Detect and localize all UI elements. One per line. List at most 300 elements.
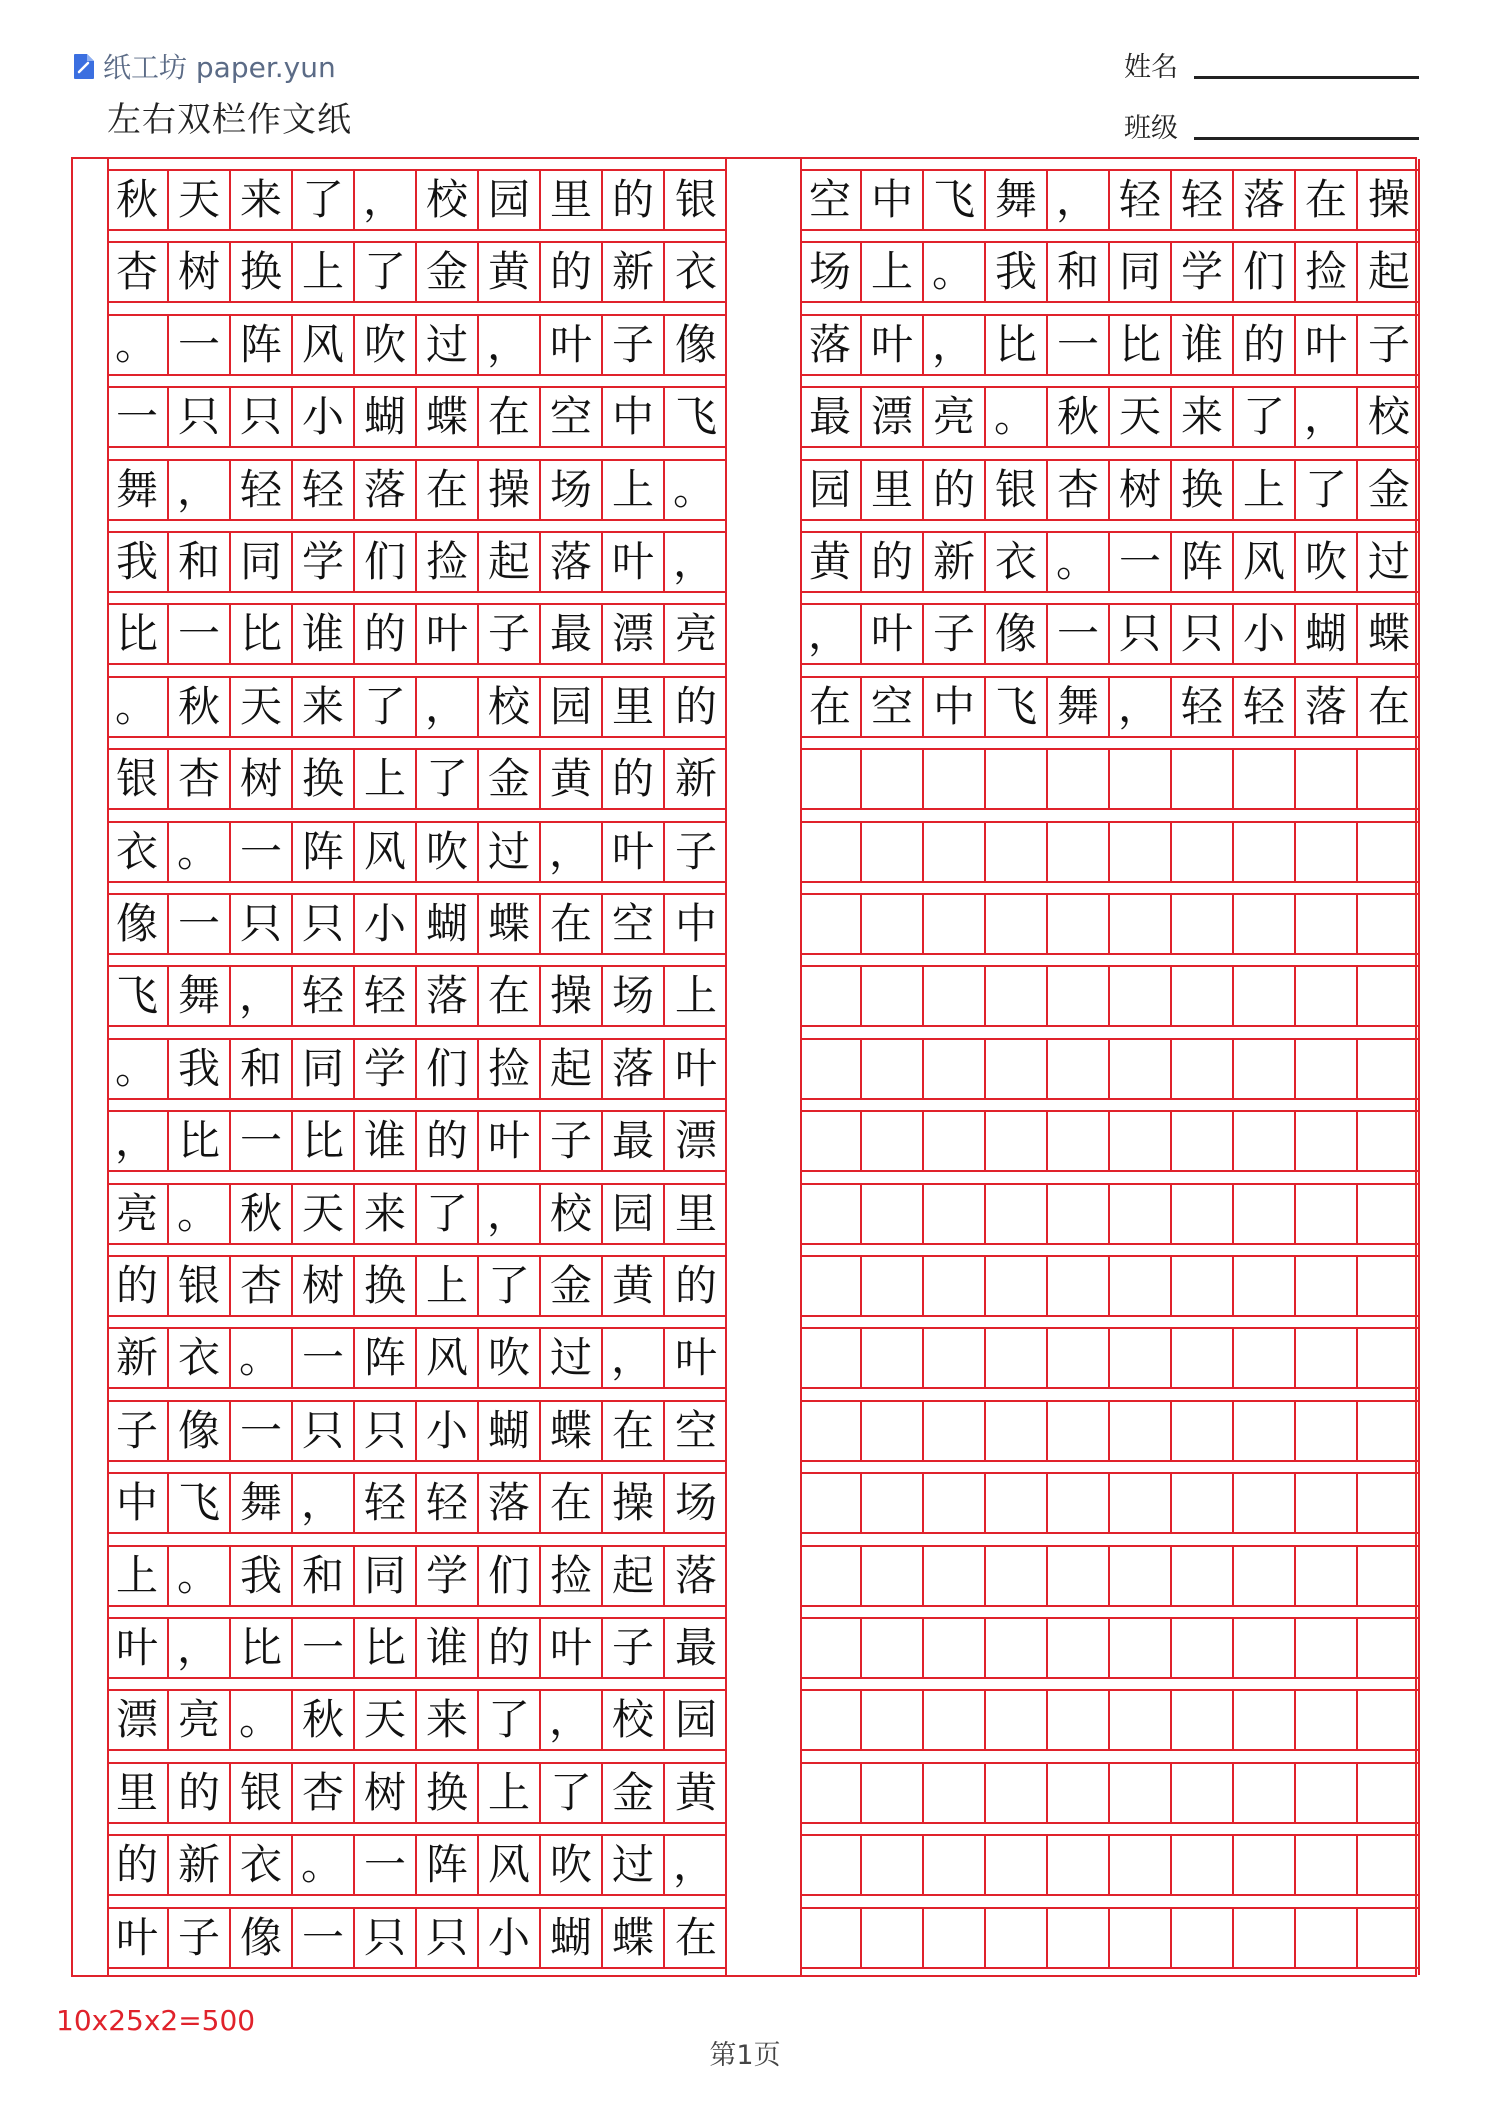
class-line[interactable] (1194, 137, 1419, 140)
grid-cell: 吹 (1296, 533, 1358, 591)
grid-cell: 飞 (674, 392, 717, 442)
grid-cell (1296, 823, 1358, 881)
grid-cell: 杏 (293, 1764, 355, 1822)
grid-cell: 吹 (479, 1329, 541, 1387)
grid-cell: 黄 (479, 243, 541, 301)
grid-cell (986, 1909, 1048, 1967)
grid-cell: 秋 (107, 171, 169, 229)
grid-cell (1172, 1691, 1234, 1749)
grid-cell: 一 (169, 895, 231, 953)
grid-cell: 飞 (924, 171, 986, 229)
left-grid-row (107, 386, 727, 448)
left-grid-row (107, 676, 727, 738)
grid-cell: 金 (417, 243, 479, 301)
grid-cell (1110, 1185, 1172, 1243)
cell-count: 10x25x2=500 (56, 2004, 256, 2037)
grid-cell: 的 (862, 533, 924, 591)
grid-cell: 小 (479, 1909, 541, 1967)
grid-cell: 校 (541, 1185, 603, 1243)
class-label: 班级 (1124, 113, 1178, 144)
grid-cell: 在 (541, 1474, 603, 1532)
grid-cell: 子 (924, 605, 986, 663)
grid-cell: 起 (541, 1040, 603, 1098)
grid-cell (800, 1909, 862, 1967)
grid-cell (1358, 1836, 1420, 1894)
right-grid-row (800, 531, 1420, 593)
grid-cell (1296, 895, 1358, 953)
grid-cell: 叶 (479, 1112, 541, 1170)
grid-cell: 中 (603, 388, 665, 446)
grid-cell: 银 (231, 1764, 293, 1822)
grid-cell: ， (169, 461, 231, 519)
grid-cell (986, 1112, 1048, 1170)
grid-cell (1234, 1474, 1296, 1532)
grid-cell: 一 (1048, 605, 1110, 663)
grid-cell: 空 (800, 171, 862, 229)
grid-cell (1296, 1329, 1358, 1387)
grid-cell: 吹 (541, 1836, 603, 1894)
grid-cell: 捡 (417, 533, 479, 591)
grid-cell: 轻 (1110, 171, 1172, 229)
grid-cell: 一 (1048, 316, 1110, 374)
grid-cell (1358, 1257, 1420, 1315)
name-label: 姓名 (1124, 52, 1178, 83)
grid-cell (1358, 967, 1420, 1025)
grid-cell (862, 967, 924, 1025)
grid-cell: 叶 (541, 1619, 603, 1677)
grid-cell: 在 (603, 1402, 665, 1460)
grid-cell (1048, 1257, 1110, 1315)
grid-cell: 的 (924, 461, 986, 519)
grid-cell (986, 1619, 1048, 1677)
grid-cell: 了 (293, 171, 355, 229)
left-grid-row (107, 821, 727, 883)
grid-cell (986, 750, 1048, 808)
left-grid-row (107, 1834, 727, 1896)
grid-cell: 起 (479, 533, 541, 591)
grid-cell: 落 (603, 1040, 665, 1098)
grid-cell: 换 (231, 243, 293, 301)
grid-cell (862, 1691, 924, 1749)
grid-cell: ， (800, 605, 862, 663)
grid-cell: 了 (1234, 388, 1296, 446)
grid-cell: 黄 (603, 1257, 665, 1315)
grid-cell: 校 (603, 1691, 665, 1749)
grid-cell: 漂 (603, 605, 665, 663)
grid-cell: 了 (417, 750, 479, 808)
grid-cell: 小 (293, 388, 355, 446)
grid-cell (1358, 895, 1420, 953)
grid-cell (1296, 750, 1358, 808)
grid-cell: 飞 (169, 1474, 231, 1532)
grid-cell (1172, 1185, 1234, 1243)
grid-cell: 蝶 (1367, 609, 1410, 659)
grid-cell: 金 (603, 1764, 665, 1822)
grid-cell (1358, 1619, 1420, 1677)
grid-cell (1234, 823, 1296, 881)
grid-cell: 树 (355, 1764, 417, 1822)
left-grid-row (107, 1183, 727, 1245)
grid-cell: 叶 (674, 1043, 717, 1093)
grid-cell (1234, 750, 1296, 808)
grid-cell (1048, 750, 1110, 808)
grid-cell: 上 (417, 1257, 479, 1315)
grid-cell: 阵 (417, 1836, 479, 1894)
grid-cell (862, 895, 924, 953)
grid-cell: ， (355, 171, 417, 229)
grid-cell (1110, 1040, 1172, 1098)
left-grid-row (107, 893, 727, 955)
grid-cell: 落 (541, 533, 603, 591)
grid-cell: 一 (231, 1402, 293, 1460)
grid-cell: 像 (231, 1909, 293, 1967)
grid-cell: 的 (674, 681, 717, 731)
grid-cell (924, 1185, 986, 1243)
grid-cell: 上 (479, 1764, 541, 1822)
grid-cell: 谁 (417, 1619, 479, 1677)
grid-cell: ， (479, 1185, 541, 1243)
grid-cell: 我 (107, 533, 169, 591)
grid-cell: 学 (293, 533, 355, 591)
grid-cell: 舞 (231, 1474, 293, 1532)
right-grid-row (800, 1834, 1420, 1896)
grid-cell: 的 (479, 1619, 541, 1677)
grid-cell: 只 (231, 388, 293, 446)
grid-cell: 上 (355, 750, 417, 808)
grid-cell: 秋 (169, 678, 231, 736)
grid-cell: 子 (603, 1619, 665, 1677)
grid-cell (924, 1764, 986, 1822)
grid-cell: 里 (603, 678, 665, 736)
grid-cell: 比 (1110, 316, 1172, 374)
grid-cell: 只 (1172, 605, 1234, 663)
grid-cell: 轻 (1172, 678, 1234, 736)
grid-cell (1110, 823, 1172, 881)
grid-cell (986, 1547, 1048, 1605)
grid-cell: 同 (293, 1040, 355, 1098)
grid-cell (1110, 1112, 1172, 1170)
grid-cell: 操 (541, 967, 603, 1025)
grid-cell: 同 (1110, 243, 1172, 301)
grid-cell: 轻 (355, 1474, 417, 1532)
grid-cell: ， (1110, 678, 1172, 736)
grid-cell: 小 (355, 895, 417, 953)
grid-cell (986, 823, 1048, 881)
grid-cell: 。 (169, 1547, 231, 1605)
grid-cell: 起 (1367, 247, 1410, 297)
grid-cell: 最 (674, 1623, 717, 1672)
grid-cell (1172, 1474, 1234, 1532)
grid-cell: 阵 (355, 1329, 417, 1387)
grid-cell (1172, 1836, 1234, 1894)
grid-cell: 落 (1234, 171, 1296, 229)
grid-cell: 了 (541, 1764, 603, 1822)
grid-cell (924, 1329, 986, 1387)
grid-cell: 像 (674, 319, 717, 369)
grid-cell: 比 (231, 605, 293, 663)
brand (73, 46, 336, 86)
grid-cell (924, 1040, 986, 1098)
grid-cell (1048, 1402, 1110, 1460)
grid-cell: 。 (673, 464, 716, 514)
grid-cell: 园 (603, 1185, 665, 1243)
grid-cell: 秋 (293, 1691, 355, 1749)
grid-cell: 。 (169, 823, 231, 881)
grid-cell (1048, 1329, 1110, 1387)
grid-cell: 黄 (800, 533, 862, 591)
grid-cell: 只 (231, 895, 293, 953)
grid-cell: 操 (603, 1474, 665, 1532)
grid-cell: 风 (479, 1836, 541, 1894)
grid-cell (1234, 1691, 1296, 1749)
grid-cell: 在 (541, 895, 603, 953)
grid-cell (986, 1474, 1048, 1532)
grid-cell: 园 (479, 171, 541, 229)
right-column (800, 159, 1420, 1975)
grid-cell: 园 (541, 678, 603, 736)
grid-cell: 只 (355, 1402, 417, 1460)
grid-cell: 吹 (417, 823, 479, 881)
grid-cell: 来 (417, 1691, 479, 1749)
grid-cell: 了 (355, 678, 417, 736)
grid-cell (800, 1691, 862, 1749)
grid-cell: 飞 (107, 967, 169, 1025)
grid-cell: 最 (541, 605, 603, 663)
left-grid-row (107, 531, 727, 593)
grid-cell (1110, 1474, 1172, 1532)
grid-cell: 场 (603, 967, 665, 1025)
grid-cell: 天 (1110, 388, 1172, 446)
grid-cell: 里 (107, 1764, 169, 1822)
grid-cell: 风 (417, 1329, 479, 1387)
grid-cell: 我 (986, 243, 1048, 301)
grid-cell: 一 (1110, 533, 1172, 591)
grid-cell: 阵 (1172, 533, 1234, 591)
grid-cell (1110, 750, 1172, 808)
grid-cell: 漂 (674, 1116, 717, 1166)
left-grid-row (107, 1617, 727, 1679)
grid-cell (1110, 1691, 1172, 1749)
grid-cell (986, 1764, 1048, 1822)
grid-cell: 园 (800, 461, 862, 519)
grid-cell (800, 895, 862, 953)
grid-cell: ， (1048, 171, 1110, 229)
grid-cell: 新 (107, 1329, 169, 1387)
grid-cell (1296, 1619, 1358, 1677)
grid-cell (924, 1402, 986, 1460)
grid-cell (1358, 1112, 1420, 1170)
grid-cell: 同 (231, 533, 293, 591)
grid-cell: 在 (417, 461, 479, 519)
grid-cell: 操 (1367, 175, 1410, 224)
grid-cell: 子 (169, 1909, 231, 1967)
grid-cell (862, 1040, 924, 1098)
grid-cell (1296, 1474, 1358, 1532)
left-grid-row (107, 1327, 727, 1389)
grid-cell: 叶 (603, 533, 665, 591)
grid-cell: 新 (169, 1836, 231, 1894)
grid-cell (1048, 1474, 1110, 1532)
grid-cell (986, 1185, 1048, 1243)
grid-cell: 。 (293, 1836, 355, 1894)
grid-cell (1234, 967, 1296, 1025)
right-grid-row (800, 893, 1420, 955)
grid-cell: 银 (674, 175, 717, 224)
grid-cell (1110, 1257, 1172, 1315)
grid-cell: 舞 (107, 461, 169, 519)
grid-cell (924, 1909, 986, 1967)
grid-cell (1172, 1619, 1234, 1677)
grid-cell: 校 (1367, 392, 1410, 442)
grid-cell: 轻 (355, 967, 417, 1025)
grid-cell: 子 (479, 605, 541, 663)
grid-cell: 们 (355, 533, 417, 591)
grid-cell: 。 (924, 243, 986, 301)
grid-cell: 舞 (986, 171, 1048, 229)
grid-cell: 风 (355, 823, 417, 881)
grid-cell: 叶 (862, 316, 924, 374)
right-grid-row (800, 1110, 1420, 1172)
grid-cell: 蝴 (541, 1909, 603, 1967)
grid-cell: 落 (479, 1474, 541, 1532)
grid-cell: ， (293, 1474, 355, 1532)
grid-cell (1234, 1040, 1296, 1098)
grid-cell: 场 (674, 1478, 717, 1528)
grid-cell: 和 (169, 533, 231, 591)
grid-cell: 场 (541, 461, 603, 519)
grid-cell: ， (541, 823, 603, 881)
grid-cell (1172, 1329, 1234, 1387)
grid-cell (1358, 1185, 1420, 1243)
grid-cell (1234, 1329, 1296, 1387)
grid-cell: 了 (417, 1185, 479, 1243)
grid-cell: 风 (293, 316, 355, 374)
grid-cell (1110, 1909, 1172, 1967)
grid-cell: 上 (1234, 461, 1296, 519)
grid-cell: 蝶 (417, 388, 479, 446)
grid-cell: 换 (293, 750, 355, 808)
left-grid-row (107, 1038, 727, 1100)
grid-cell (862, 1909, 924, 1967)
right-grid-row (800, 169, 1420, 231)
class-field (1124, 115, 1419, 142)
grid-cell: 和 (293, 1547, 355, 1605)
grid-cell (1048, 1112, 1110, 1170)
grid-cell (800, 1547, 862, 1605)
grid-cell: 黄 (541, 750, 603, 808)
grid-cell: 换 (355, 1257, 417, 1315)
right-grid-row (800, 1400, 1420, 1462)
grid-cell: 我 (169, 1040, 231, 1098)
grid-cell: 蝶 (541, 1402, 603, 1460)
grid-cell: 的 (169, 1764, 231, 1822)
grid-cell (1110, 1619, 1172, 1677)
grid-cell: 。 (107, 1040, 169, 1098)
right-grid-row (800, 1545, 1420, 1607)
grid-cell (1296, 1909, 1358, 1967)
grid-cell: 里 (862, 461, 924, 519)
grid-cell: 树 (231, 750, 293, 808)
left-grid-row (107, 748, 727, 810)
right-grid-row (800, 386, 1420, 448)
grid-cell: 树 (293, 1257, 355, 1315)
grid-cell: 叶 (862, 605, 924, 663)
grid-cell: 蝴 (417, 895, 479, 953)
right-grid-row (800, 965, 1420, 1027)
grid-cell: 杏 (169, 750, 231, 808)
grid-cell: 只 (1110, 605, 1172, 663)
grid-cell: 飞 (986, 678, 1048, 736)
grid-cell: 子 (541, 1112, 603, 1170)
grid-cell (862, 750, 924, 808)
grid-cell: 过 (541, 1329, 603, 1387)
grid-cell: 叶 (674, 1333, 717, 1383)
grid-cell: ， (924, 316, 986, 374)
grid-cell: 比 (107, 605, 169, 663)
grid-cell (800, 1112, 862, 1170)
grid-cell (1048, 1040, 1110, 1098)
brand-text: 纸工坊 paper.yun (103, 51, 336, 84)
grid-cell: 园 (674, 1695, 717, 1745)
grid-cell: 子 (674, 826, 717, 876)
grid-cell: 在 (479, 967, 541, 1025)
grid-cell: 最 (800, 388, 862, 446)
grid-cell (1234, 895, 1296, 953)
right-grid-row (800, 603, 1420, 665)
grid-cell: 漂 (107, 1691, 169, 1749)
grid-cell: 衣 (674, 247, 717, 297)
grid-cell: 亮 (674, 609, 717, 659)
grid-cell: 空 (674, 1405, 717, 1455)
grid-cell: 了 (1296, 461, 1358, 519)
grid-cell (1048, 1691, 1110, 1749)
grid-cell: 落 (1296, 678, 1358, 736)
grid-cell: 的 (674, 1261, 717, 1310)
name-line[interactable] (1194, 76, 1419, 79)
grid-cell: 轻 (1234, 678, 1296, 736)
grid-cell (1234, 1547, 1296, 1605)
grid-cell: 杏 (1048, 461, 1110, 519)
grid-cell (1358, 1329, 1420, 1387)
grid-cell (1296, 1691, 1358, 1749)
grid-cell (1358, 750, 1420, 808)
grid-cell: 。 (1048, 533, 1110, 591)
grid-cell: 像 (107, 895, 169, 953)
grid-cell (1172, 1112, 1234, 1170)
grid-cell (800, 823, 862, 881)
grid-cell (1172, 1547, 1234, 1605)
grid-cell (1296, 1836, 1358, 1894)
grid-cell: 比 (355, 1619, 417, 1677)
grid-cell: 和 (1048, 243, 1110, 301)
grid-cell: 们 (417, 1040, 479, 1098)
grid-cell: 比 (169, 1112, 231, 1170)
grid-cell: 秋 (1048, 388, 1110, 446)
grid-cell (1296, 1257, 1358, 1315)
grid-cell: 操 (479, 461, 541, 519)
grid-cell (1172, 1040, 1234, 1098)
grid-cell (1358, 1474, 1420, 1532)
grid-cell (1048, 895, 1110, 953)
grid-cell: 谁 (293, 605, 355, 663)
grid-cell (862, 823, 924, 881)
grid-cell (986, 1257, 1048, 1315)
grid-cell (1048, 1836, 1110, 1894)
left-grid-row (107, 241, 727, 303)
grid-cell (1172, 895, 1234, 953)
left-grid-row (107, 1907, 727, 1969)
left-grid-row (107, 1400, 727, 1462)
